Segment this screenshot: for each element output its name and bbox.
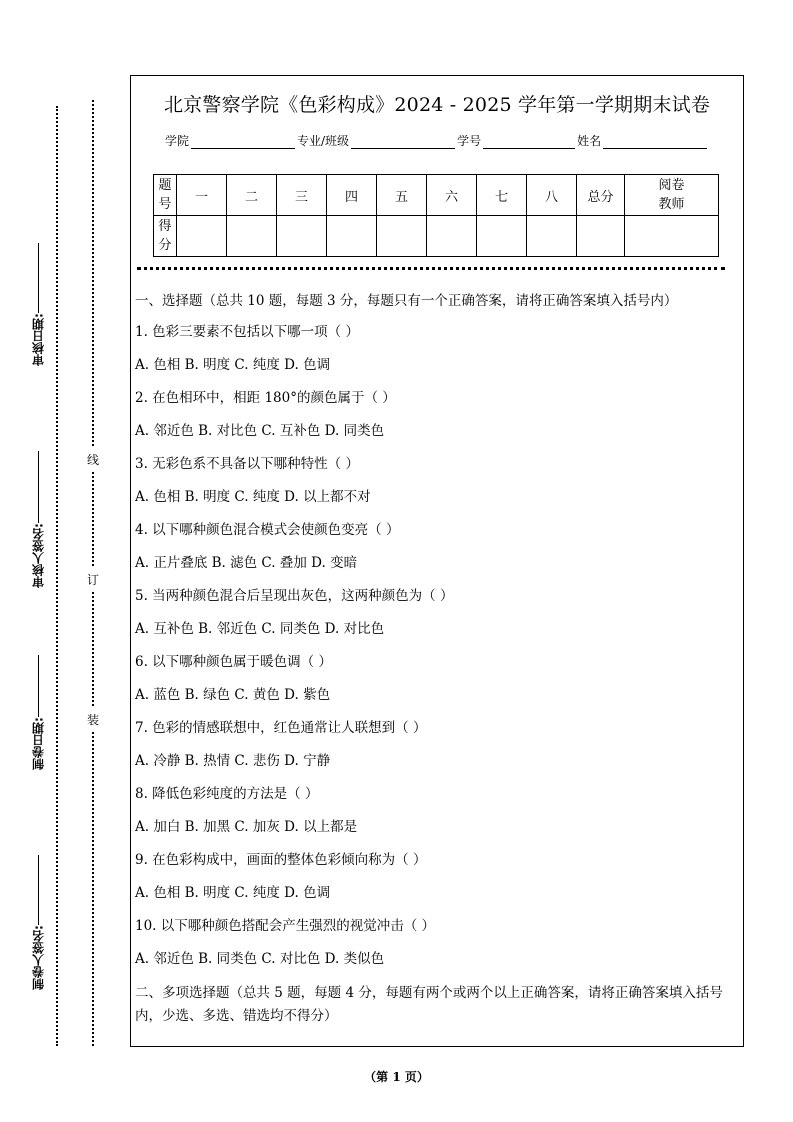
exam-title: 北京警察学院《色彩构成》2024 - 2025 学年第一学期期末试卷 [163, 94, 711, 116]
col-header-4: 四 [327, 175, 377, 216]
section2-heading: 二、多项选择题（总共 5 题，每题 4 分，每题有两个或两个以上正确答案，请将正确答案填入括号内，少选、多选、错选均不得分） [135, 985, 723, 1024]
score-table-score-row [154, 216, 719, 257]
question-options: A. 正片叠底 B. 滤色 C. 叠加 D. 变暗 [135, 555, 358, 571]
student-id-blank[interactable] [483, 136, 575, 149]
question-options: A. 互补色 B. 邻近色 C. 同类色 D. 对比色 [135, 621, 385, 637]
col-header-2: 二 [227, 175, 277, 216]
score-table-header-row [154, 175, 719, 216]
question-text: 7. 色彩的情感联想中，红色通常让人联想到（ ） [135, 720, 427, 736]
preparer-signature-label: 制卷人签名: [28, 830, 48, 990]
college-blank[interactable] [191, 136, 295, 149]
student-info-row [165, 132, 709, 149]
score-cell-3[interactable] [277, 216, 327, 257]
binding-char-line: 线 [86, 448, 100, 471]
prep-date-label: 制卷日期: [28, 620, 48, 770]
score-cell-1[interactable] [177, 216, 227, 257]
student-id-label: 学号 [457, 134, 482, 148]
section1-heading: 一、选择题（总共 10 题，每题 3 分，每题只有一个正确答案，请将正确答案填入括号内） [135, 293, 678, 309]
score-cell-6[interactable] [427, 216, 477, 257]
review-date-label: 审核日期: [28, 156, 48, 366]
question-options: A. 邻近色 B. 对比色 C. 互补色 D. 同类色 [135, 423, 385, 439]
row-label-score: 得分 [154, 216, 177, 257]
question-options: A. 蓝色 B. 绿色 C. 黄色 D. 紫色 [135, 687, 331, 703]
question-text: 3. 无彩色系不具备以下哪种特性（ ） [135, 456, 359, 472]
score-cell-total[interactable] [577, 216, 625, 257]
question-text: 5. 当两种颜色混合后呈现出灰色，这两种颜色为（ ） [135, 588, 454, 604]
score-cell-4[interactable] [327, 216, 377, 257]
col-header-reviewer: 阅卷教师 [625, 175, 719, 216]
question-options: A. 冷静 B. 热情 C. 悲伤 D. 宁静 [135, 753, 331, 769]
dotted-separator [137, 267, 725, 270]
question-options: A. 色相 B. 明度 C. 纯度 D. 色调 [135, 885, 331, 901]
question-text: 6. 以下哪种颜色属于暖色调（ ） [135, 654, 332, 670]
question-options: A. 色相 B. 明度 C. 纯度 D. 以上都不对 [135, 489, 371, 505]
binding-char-ding: 订 [86, 568, 100, 591]
cut-line-dotted [56, 106, 58, 1046]
question-text: 9. 在色彩构成中，画面的整体色彩倾向称为（ ） [135, 852, 427, 868]
question-text: 2. 在色相环中，相距 180°的颜色属于（ ） [135, 390, 396, 406]
college-label: 学院 [165, 134, 190, 148]
score-cell-2[interactable] [227, 216, 277, 257]
question-text: 1. 色彩三要素不包括以下哪一项（ ） [135, 324, 359, 340]
score-cell-8[interactable] [527, 216, 577, 257]
binding-char-zhuang: 装 [86, 708, 100, 731]
question-options: A. 色相 B. 明度 C. 纯度 D. 色调 [135, 357, 331, 373]
exam-content [135, 290, 739, 1037]
question-text: 4. 以下哪种颜色混合模式会使颜色变亮（ ） [135, 522, 400, 538]
name-label: 姓名 [577, 134, 602, 148]
col-header-3: 三 [277, 175, 327, 216]
score-table [153, 174, 719, 257]
score-cell-7[interactable] [477, 216, 527, 257]
major-blank[interactable] [351, 136, 455, 149]
row-label-question-no: 题号 [154, 175, 177, 216]
col-header-7: 七 [477, 175, 527, 216]
col-header-5: 五 [377, 175, 427, 216]
question-text: 8. 降低色彩纯度的方法是（ ） [135, 786, 319, 802]
col-header-total: 总分 [577, 175, 625, 216]
name-blank[interactable] [603, 136, 707, 149]
exam-frame [130, 75, 744, 1047]
major-label: 专业/班级 [297, 134, 350, 148]
question-text: 10. 以下哪种颜色搭配会产生强烈的视觉冲击（ ） [135, 918, 436, 934]
col-header-8: 八 [527, 175, 577, 216]
reviewer-signature-label: 审核人签名: [28, 388, 48, 588]
question-options: A. 加白 B. 加黑 C. 加灰 D. 以上都是 [135, 819, 358, 835]
score-cell-reviewer[interactable] [625, 216, 719, 257]
score-cell-5[interactable] [377, 216, 427, 257]
col-header-1: 一 [177, 175, 227, 216]
question-options: A. 邻近色 B. 同类色 C. 对比色 D. 类似色 [135, 951, 385, 967]
col-header-6: 六 [427, 175, 477, 216]
page-number: （第 1 页） [364, 1070, 429, 1084]
